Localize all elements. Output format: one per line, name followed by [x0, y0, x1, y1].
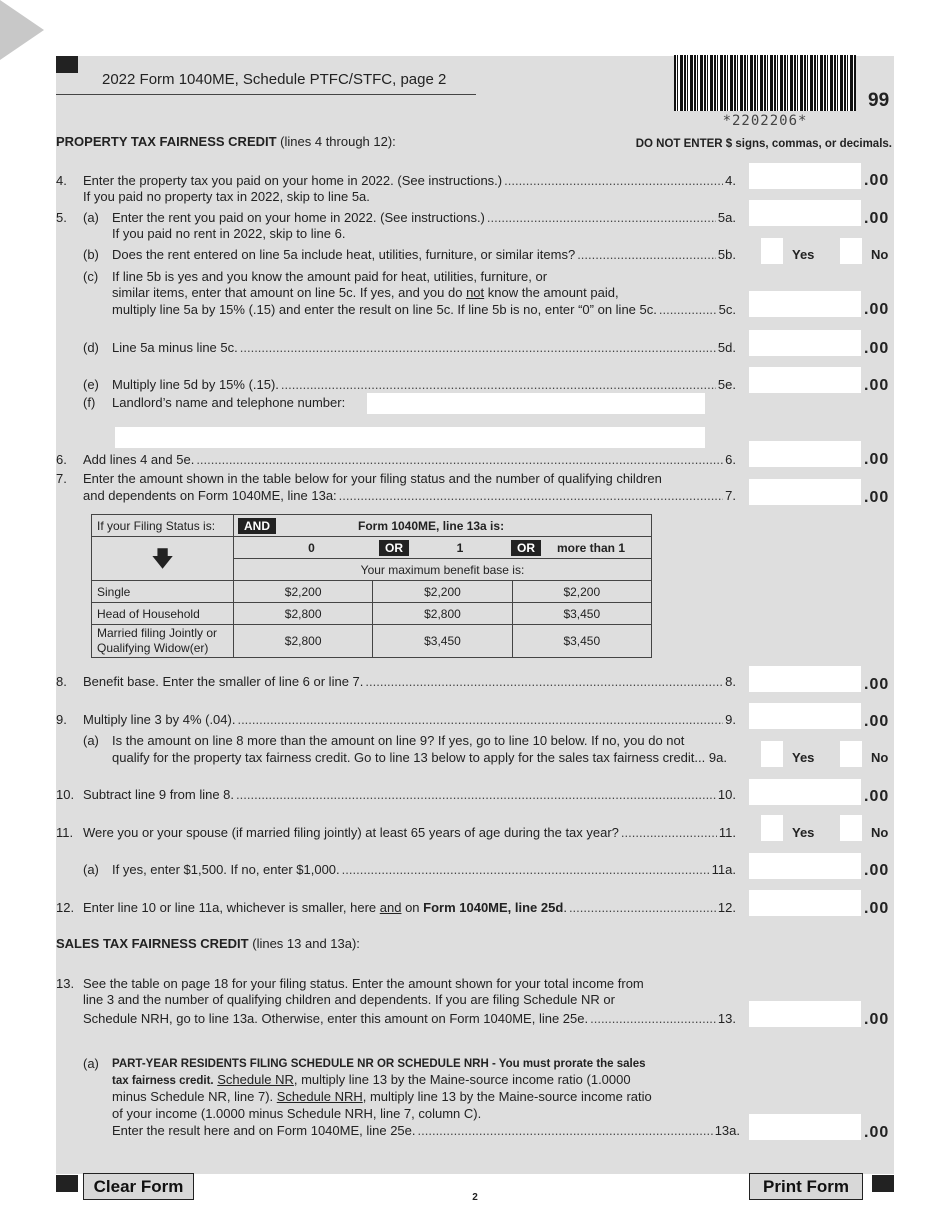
dependents-header-cell: [234, 537, 652, 559]
line-5c-decimal: .00: [864, 301, 890, 318]
line-12-amount-input[interactable]: [749, 890, 861, 916]
line-5e-decimal: .00: [864, 377, 890, 394]
line-5a-amount-input[interactable]: [749, 200, 861, 226]
line-9a-no-checkbox[interactable]: [840, 741, 862, 767]
line-5b-no-checkbox[interactable]: [840, 238, 862, 264]
line-13a-text-2: tax fairness credit. Schedule NR, multiply line 13 by the Maine-source income ratio (1.0000: [112, 1072, 631, 1087]
registration-mark: [56, 56, 78, 73]
section-heading-stfc: SALES TAX FAIRNESS CREDIT (lines 13 and 13a):: [56, 936, 360, 951]
benefit-base-table: [91, 514, 652, 658]
line-4-amount-input[interactable]: [749, 163, 861, 189]
line-5f-label: (f): [83, 395, 96, 410]
line-13-amount-input[interactable]: [749, 1001, 861, 1027]
barcode-image: [674, 55, 856, 111]
line-9a-text-1: Is the amount on line 8 more than the amount on line 9? If yes, go to line 10 below. If no, you do not: [112, 733, 685, 748]
landlord-phone-input[interactable]: [115, 427, 705, 448]
line-5b-yes-label: Yes: [792, 247, 815, 262]
barcode-text: *2202206*: [722, 113, 808, 129]
or-badge-1: OR: [379, 540, 409, 556]
line13a-header-cell: [234, 515, 652, 537]
line-9a-yes-label: Yes: [792, 750, 815, 765]
line-5a-note: If you paid no rent in 2022, skip to line 6.: [112, 226, 346, 241]
line-5c-text-1: If line 5b is yes and you know the amount paid for heat, utilities, furniture, or: [112, 269, 548, 284]
arrow-cell: [92, 537, 234, 581]
page-corner-arrow: [0, 0, 44, 60]
line-5d-decimal: .00: [864, 340, 890, 357]
table-row: Head of Household $2,800 $2,800 $3,450: [92, 603, 652, 625]
line-13a-amount-input[interactable]: [749, 1114, 861, 1140]
line-11-no-label: No: [871, 825, 889, 840]
section-heading-ptfc: PROPERTY TAX FAIRNESS CREDIT (lines 4 through 12):: [56, 134, 396, 149]
line-9a-no-label: No: [871, 750, 889, 765]
line-9a-text-2: qualify for the property tax fairness credit. Go to line 13 below to apply for the sales tax fairness credit... 9a.: [112, 750, 727, 765]
line-9a-label: (a): [83, 733, 99, 748]
line-8-amount-input[interactable]: [749, 666, 861, 692]
line-13-decimal: .00: [864, 1011, 890, 1028]
line-13a-text-3: minus Schedule NR, line 7). Schedule NRH, multiply line 13 by the Maine-source income ratio: [112, 1089, 652, 1104]
line-9-amount-input[interactable]: [749, 703, 861, 729]
line-5b-no-label: No: [871, 247, 889, 262]
line-9-decimal: .00: [864, 713, 890, 730]
registration-mark: [872, 1175, 894, 1192]
line-4-decimal: .00: [864, 172, 890, 189]
line-13a-text-4: of your income (1.0000 minus Schedule NRH, line 7, column C).: [112, 1106, 482, 1121]
line-5d-amount-input[interactable]: [749, 330, 861, 356]
line-5a-decimal: .00: [864, 210, 890, 227]
benefit-header: Your maximum benefit base is:: [234, 559, 652, 581]
form-number: 99: [868, 90, 890, 111]
line13a-header: Form 1040ME, line 13a is:: [358, 518, 505, 533]
line-12-decimal: .00: [864, 900, 890, 917]
line-11a-decimal: .00: [864, 862, 890, 879]
landlord-name-input[interactable]: [367, 393, 705, 414]
col-1: 1: [456, 540, 464, 555]
line-7-text-1: Enter the amount shown in the table below for your filing status and the number of qualifying children: [83, 471, 662, 486]
line-7-number: 7.: [56, 471, 67, 486]
line-13a-decimal: .00: [864, 1124, 890, 1141]
line-7-amount-input[interactable]: [749, 479, 861, 505]
header-rule: [56, 94, 476, 95]
table-row: Married filing Jointly or Qualifying Widow(er) $2,800 $3,450 $3,450: [92, 625, 652, 658]
line-9a-yes-checkbox[interactable]: [761, 741, 783, 767]
line-13a-label: (a): [83, 1056, 99, 1071]
line-10-amount-input[interactable]: [749, 779, 861, 805]
line-13-text-1: See the table on page 18 for your filing status. Enter the amount shown for your total income from: [83, 976, 644, 991]
page-number: 2: [472, 1192, 478, 1203]
line-7-decimal: .00: [864, 489, 890, 506]
line-10-decimal: .00: [864, 788, 890, 805]
line-5c-text-2: similar items, enter that amount on line 5c. If yes, and you do not know the amount paid,: [112, 285, 619, 300]
line-5f-text: Landlord’s name and telephone number:: [112, 395, 346, 410]
line-6-decimal: .00: [864, 451, 890, 468]
table-row: Single $2,200 $2,200 $2,200: [92, 581, 652, 603]
line-13a-text-1: PART-YEAR RESIDENTS FILING SCHEDULE NR OR SCHEDULE NRH - You must prorate the sales: [112, 1058, 646, 1070]
col-more: more than 1: [556, 540, 625, 555]
line-5c-amount-input[interactable]: [749, 291, 861, 317]
print-form-button[interactable]: Print Form: [749, 1173, 863, 1200]
filing-status-header: If your Filing Status is:: [92, 515, 234, 537]
line-6-amount-input[interactable]: [749, 441, 861, 467]
clear-form-button[interactable]: Clear Form: [83, 1173, 194, 1200]
col-0: 0: [308, 540, 315, 555]
down-arrow-icon: 🡇: [151, 545, 174, 571]
or-badge-2: OR: [511, 540, 541, 556]
line-11-yes-label: Yes: [792, 825, 815, 840]
line-13-text-2: line 3 and the number of qualifying children and dependents. If you are filing Schedule NR or: [83, 992, 615, 1007]
line-11a-amount-input[interactable]: [749, 853, 861, 879]
line-5c-label: (c): [83, 269, 99, 284]
and-badge: AND: [238, 518, 276, 534]
entry-notice: DO NOT ENTER $ signs, commas, or decimals.: [635, 138, 892, 150]
line-11-yes-checkbox[interactable]: [761, 815, 783, 841]
registration-mark: [56, 1175, 78, 1192]
line-11-no-checkbox[interactable]: [840, 815, 862, 841]
line-4-note: If you paid no property tax in 2022, skip to line 5a.: [83, 189, 370, 204]
line-5b-yes-checkbox[interactable]: [761, 238, 783, 264]
line-8-decimal: .00: [864, 676, 890, 693]
line-13-number: 13.: [56, 976, 75, 991]
line-5e-amount-input[interactable]: [749, 367, 861, 393]
page-title: 2022 Form 1040ME, Schedule PTFC/STFC, page 2: [102, 71, 447, 88]
